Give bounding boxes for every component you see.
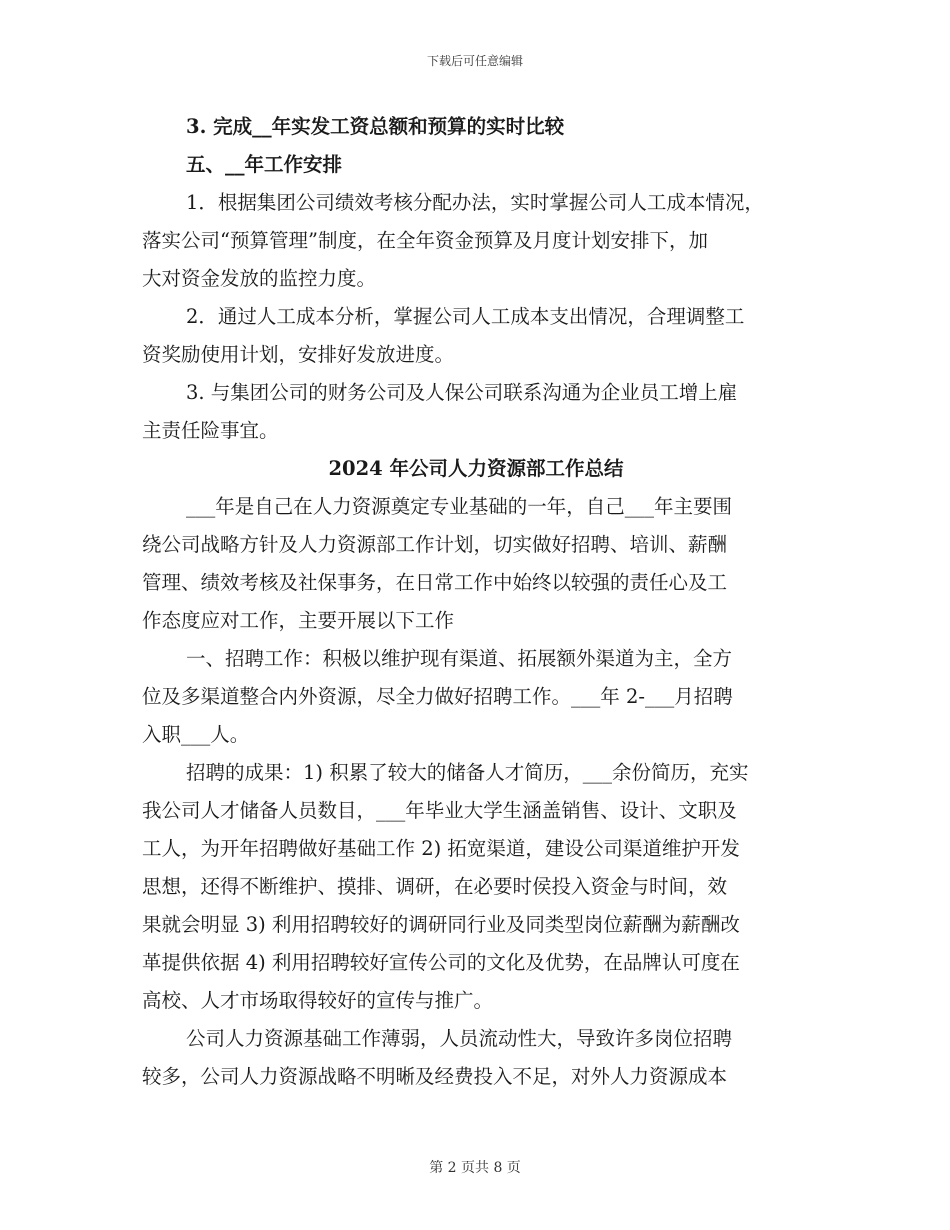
paragraph-line: 我公司人才储备人员数目，___年毕业大学生涵盖销售、设计、文职及 bbox=[142, 799, 737, 822]
paragraph-line: 3. 与集团公司的财务公司及人保公司联系沟通为企业员工增上雇 bbox=[186, 381, 738, 404]
paragraph-line: 革提供依据 4) 利用招聘较好宣传公司的文化及优势，在品牌认可度在 bbox=[142, 951, 740, 974]
paragraph-line: 入职___人。 bbox=[142, 723, 250, 746]
paragraph-line: 一、招聘工作：积极以维护现有渠道、拓展额外渠道为主，全方 bbox=[186, 647, 733, 670]
paragraph-line: 大对资金发放的监控力度。 bbox=[142, 267, 377, 290]
paragraph-line: 1．根据集团公司绩效考核分配办法，实时掌握公司人工成本情况， bbox=[186, 191, 764, 214]
paragraph-line: 果就会明显 3) 利用招聘较好的调研同行业及同类型岗位薪酬为薪酬改 bbox=[142, 913, 740, 936]
paragraph-line: ___年是自己在人力资源奠定专业基础的一年，自己___年主要围 bbox=[186, 495, 733, 518]
paragraph-line: 思想，还得不断维护、摸排、调研，在必要时侯投入资金与时间，效 bbox=[142, 875, 728, 898]
paragraph-line: 工人，为开年招聘做好基础工作 2) 拓宽渠道，建设公司渠道维护开发 bbox=[142, 837, 740, 860]
paragraph-line: 高校、人才市场取得较好的宣传与推广。 bbox=[142, 989, 494, 1012]
paragraph-line: 主责任险事宜。 bbox=[142, 419, 279, 442]
paragraph-line: 作态度应对工作，主要开展以下工作 bbox=[142, 609, 455, 632]
paragraph-line: 2．通过人工成本分析，掌握公司人工成本支出情况，合理调整工 bbox=[186, 305, 745, 328]
paragraph-line: 资奖励使用计划，安排好发放进度。 bbox=[142, 343, 455, 366]
page-header: 下载后可任意编辑 bbox=[426, 54, 523, 68]
document-body bbox=[142, 108, 810, 1096]
paragraph-line: 招聘的成果：1) 积累了较大的储备人才简历，___余份简历，充实 bbox=[186, 761, 749, 784]
document-title: 2024 年公司人力资源部工作总结 bbox=[328, 457, 624, 480]
paragraph-line: 管理、绩效考核及社保事务，在日常工作中始终以较强的责任心及工 bbox=[142, 571, 728, 594]
section-heading: 五、__年工作安排 bbox=[186, 153, 343, 176]
paragraph-line: 较多，公司人力资源战略不明晰及经费投入不足，对外人力资源成本 bbox=[142, 1065, 728, 1088]
paragraph-line: 位及多渠道整合内外资源，尽全力做好招聘工作。___年 2-___月招聘 bbox=[142, 685, 733, 708]
heading-item: 3. 完成__年实发工资总额和预算的实时比较 bbox=[186, 115, 565, 138]
paragraph-line: 绕公司战略方针及人力资源部工作计划，切实做好招聘、培训、薪酬 bbox=[142, 533, 728, 556]
page-footer: 第 2 页共 8 页 bbox=[429, 1160, 521, 1176]
paragraph-line: 落实公司“预算管理”制度，在全年资金预算及月度计划安排下，加 bbox=[142, 229, 708, 252]
paragraph-line: 公司人力资源基础工作薄弱，人员流动性大，导致许多岗位招聘 bbox=[186, 1027, 733, 1050]
